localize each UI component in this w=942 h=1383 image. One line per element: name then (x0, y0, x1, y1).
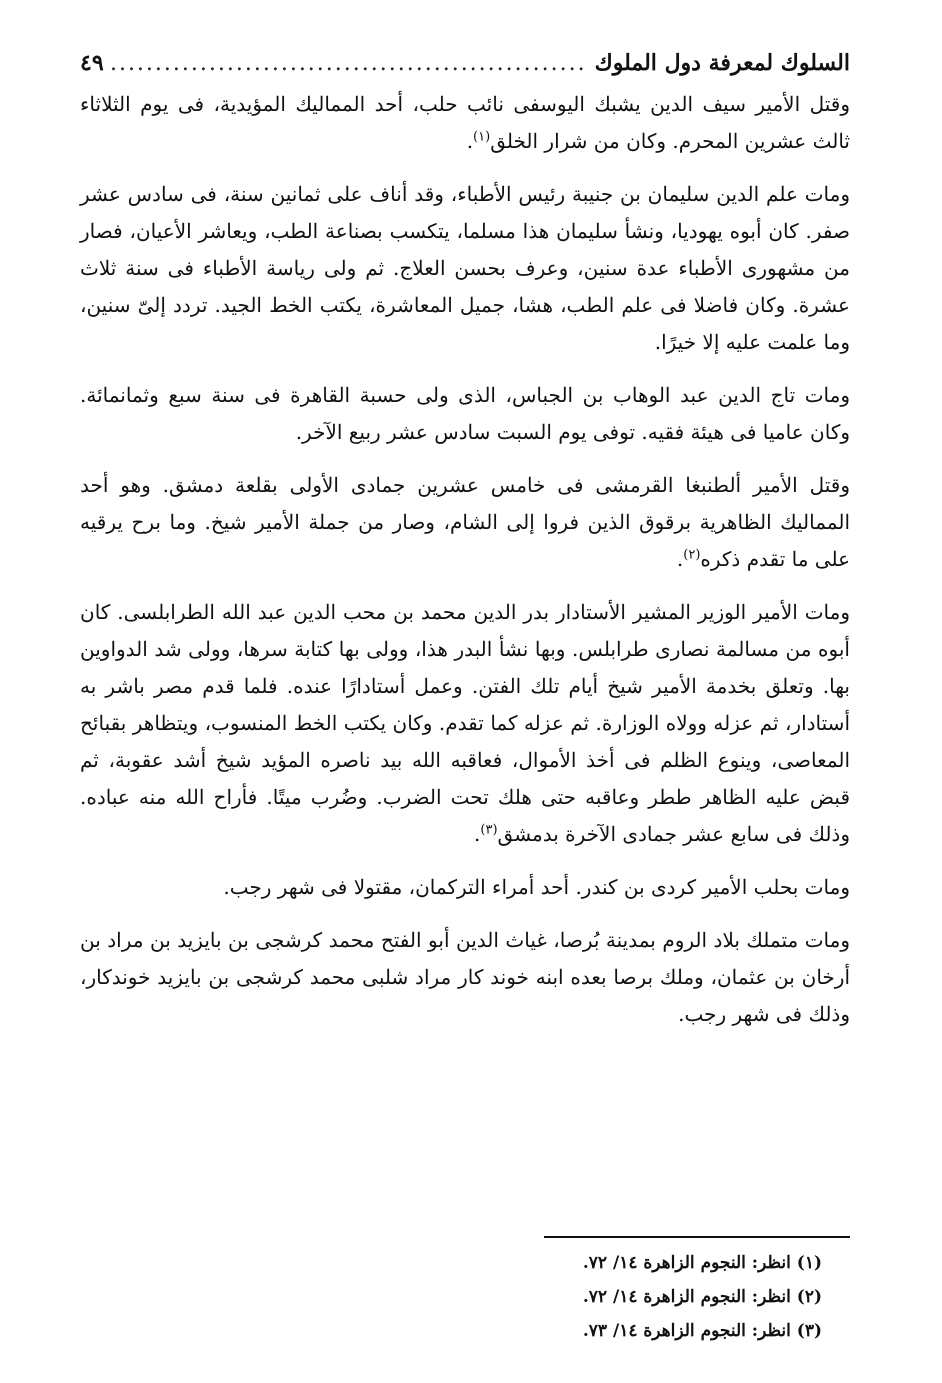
footnote-2: (٢) انظر: النجوم الزاهرة ١٤/ ٧٢. (582, 1287, 822, 1307)
footnote-1: (١) انظر: النجوم الزاهرة ١٤/ ٧٢. (582, 1253, 822, 1273)
paragraph-tail: . (466, 129, 474, 153)
footnote-divider (544, 1236, 850, 1238)
paragraph-2 (80, 176, 850, 361)
paragraph-text: ومات الأمير الوزير المشير الأستادار بدر الدين محمد بن محب الدين عبد الله الطرابلسى. كان أبوه من مسالمة نصارى طرابلس. وبها نشأ البدر هذا، وولى بها كتابة سرها، وولى شد الدواوين بها. وتعلق بخدمة الأمير شيخ أيام تلك الفتن. وعمل أستادارًا عنده. فلما قدم مصر باشر به أستادار، ثم عزله وولاه الوزارة. ثم عزله كما تقدم. وكان يكتب الخط المنسوب، ويتظاهر بقبائح المعاصى، وينوع الظلم فى أخذ الأموال، فعاقبه الله بيد ناصره المؤيد شيخ أشد عقوبة، ثم قبض عليه الظاهر ططر وعاقبه حتى هلك تحت الضرب. وضُرب ميتًا. فأراح الله منه عباده. وذلك فى سابع عشر جمادى الآخرة بدمشق (80, 600, 851, 846)
running-header (80, 40, 850, 86)
paragraph-5 (80, 594, 850, 853)
footnotes (80, 1236, 850, 1348)
paragraph-text: ومات متملك بلاد الروم بمدينة بُرصا، غياث الدين أبو الفتح محمد كرشجى بن بايزيد بن مراد بن أرخان بن عثمان، وملك برصا بعده ابنه خوند كار مراد شلبى محمد كرشجى بن بايزيد خوندكار، وذلك فى شهر رجب. (80, 928, 850, 1026)
footnote-ref: (٣) (480, 822, 498, 838)
paragraph-3 (80, 377, 850, 451)
paragraph-1 (80, 86, 850, 160)
footnote-ref: (١) (473, 129, 491, 145)
paragraph-tail: . (474, 822, 481, 846)
book-title: السلوك لمعرفة دول الملوك (594, 50, 850, 76)
page-body (80, 40, 850, 1049)
paragraph-tail: . (676, 547, 684, 571)
paragraph-text: ومات علم الدين سليمان بن جنيبة رئيس الأطباء، وقد أناف على ثمانين سنة، فى سادس عشر صفر. كان أبوه يهوديا، ونشأ سليمان هذا مسلما، يتكسب بصناعة الطب، ويعاشر الأعيان، فصار من مشهورى الأطباء عدة سنين، وعرف بحسن العلاج. ثم ولى رياسة الأطباء فى سنة ثلاث عشرة. وكان فاضلا فى علم الطب، هشا، جميل المعاشرة، يكتب الخط الجيد. تردد إلىّ سنين، وما علمت عليه إلا خيرًا. (80, 182, 850, 354)
footnote-3: (٣) انظر: النجوم الزاهرة ١٤/ ٧٣. (582, 1321, 822, 1341)
paragraph-text: وقتل الأمير ألطنبغا القرمشى فى خامس عشرين جمادى الأولى بقلعة دمشق. وهو أحد المماليك الظاهرية برقوق الذين فروا إلى الشام، وصار من جملة الأمير شيخ. وما برح يرقيه على ما تقدم ذكره (80, 473, 850, 571)
leader-dots (112, 41, 587, 87)
paragraph-text: ومات تاج الدين عبد الوهاب بن الجباس، الذى ولى حسبة القاهرة فى سنة سبع وثمانمائة. وكان عاميا فى هيئة فقيه. توفى يوم السبت سادس عشر ربيع الآخر. (80, 383, 850, 444)
paragraph-text: ومات بحلب الأمير كردى بن كندر. أحد أمراء التركمان، مقتولا فى شهر رجب. (223, 875, 850, 899)
paragraph-text: وقتل الأمير سيف الدين يشبك اليوسفى نائب حلب، أحد المماليك المؤيدية، فى يوم الثلاثاء ثالث عشرين المحرم. وكان من شرار الخلق (80, 92, 850, 153)
paragraph-6 (80, 869, 850, 906)
footnote-ref: (٢) (683, 547, 701, 563)
paragraph-7 (80, 922, 850, 1033)
paragraph-4 (80, 467, 850, 578)
page-number: ٤٩ (80, 50, 104, 76)
